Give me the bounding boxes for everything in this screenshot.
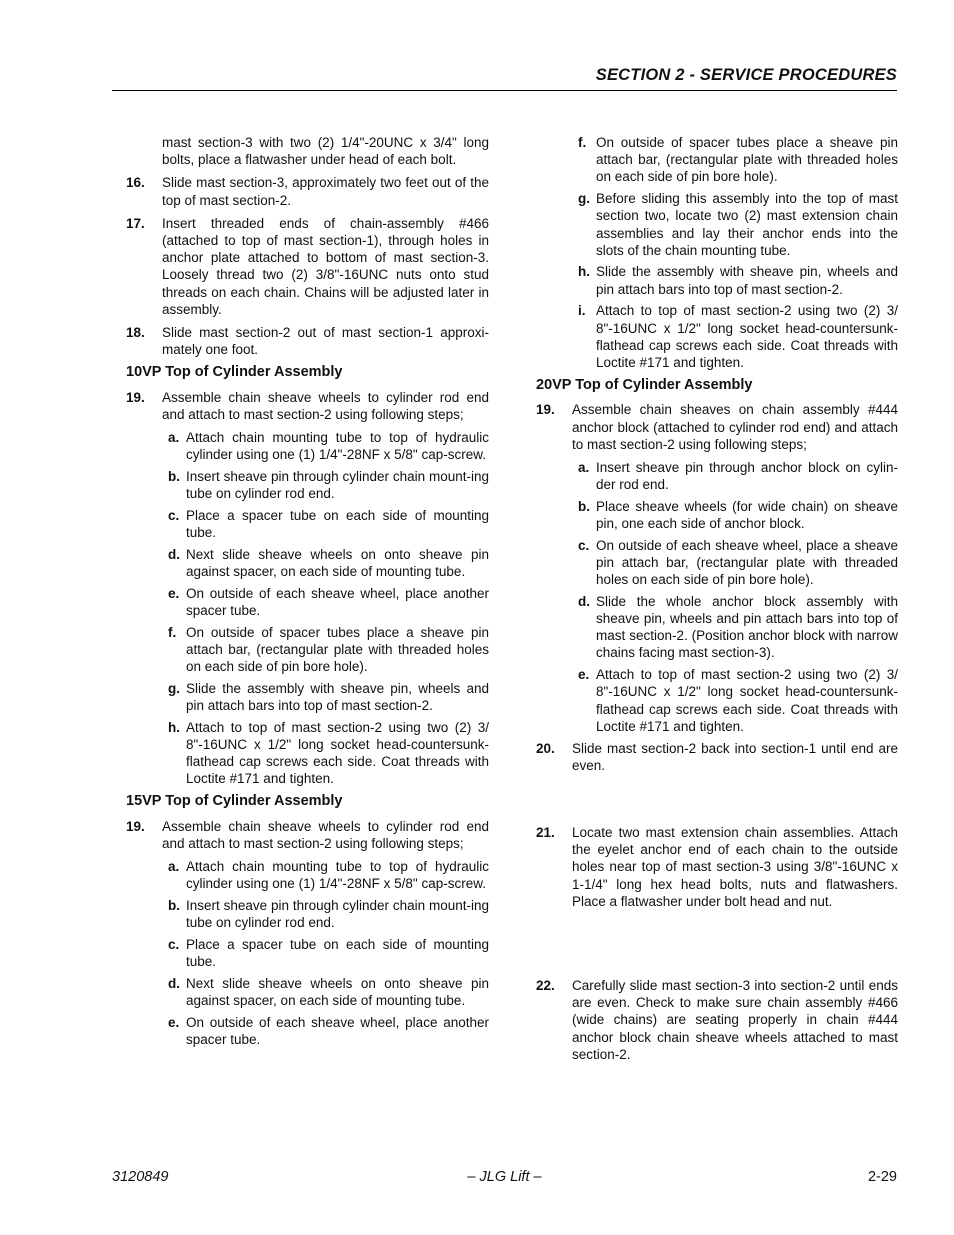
substep-a <box>536 459 898 493</box>
step-text: Assemble chain sheave wheels to cylinder rod end and attach to mast section-2 using following steps; <box>162 818 489 851</box>
step-number: 16. <box>126 175 145 191</box>
step-text: Carefully slide mast section-3 into section-2 until ends are even. Check to make sure chain assembly #466 (wide chains) are seating properly in chain #444 anchor block chain sheave wheels attached to mast section-2. <box>572 977 898 1062</box>
step-17 <box>126 215 489 318</box>
substep-c <box>126 507 489 541</box>
step-22 <box>536 977 898 1063</box>
substep-text: Slide the whole anchor block assembly with sheave pin, wheels and pin attach bars into top of mast section-2. (Position anchor block with narrow chains facing mast section-3). <box>596 593 898 661</box>
step-19-20vp <box>536 401 898 453</box>
substep-text: On outside of each sheave wheel, place another spacer tube. <box>186 1014 489 1047</box>
substep-h <box>536 263 898 297</box>
substep-text: Attach chain mounting tube to top of hydraulic cylinder using one (1) 1/4"-28NF x 5/8" cap-screw. <box>186 859 489 892</box>
substep-text: Before sliding this assembly into the top of mast section two, locate two (2) mast extension chain assemblies and lay their anchor ends into the slots of the chain mounting tube. <box>596 191 898 258</box>
substep-letter: c. <box>168 507 180 523</box>
step-text: Insert threaded ends of chain-assembly #466 (attached to top of mast section-1), through holes in anchor plate attached to bottom of mast section-3. Loosely thread two (2) 3/8"-16UNC nuts onto stud threads on each chain. Chains will be adjusted later in assembly. <box>162 215 489 317</box>
step-number: 21. <box>536 824 555 840</box>
substep-d <box>126 975 489 1009</box>
right-column <box>536 134 898 1069</box>
substep-letter: d. <box>168 546 180 562</box>
substep-d <box>126 546 489 580</box>
step-number: 20. <box>536 740 555 756</box>
substep-c <box>536 537 898 589</box>
substep-text: Slide the assembly with sheave pin, wheels and pin attach bars into top of mast section-2. <box>596 264 898 297</box>
substep-letter: a. <box>168 430 180 446</box>
step-16 <box>126 174 489 208</box>
left-column <box>126 134 489 1053</box>
substep-letter: c. <box>578 537 590 553</box>
substep-text: Next slide sheave wheels on onto sheave pin against spacer, on each side of mounting tube. <box>186 975 489 1008</box>
page-footer <box>112 1169 897 1189</box>
heading-20vp: 20VP Top of Cylinder Assembly <box>536 377 753 394</box>
page-header <box>112 64 897 91</box>
substep-text: Attach to top of mast section-2 using two (2) 3/ 8"-16UNC x 1/2" long socket head-countersunk-flathead cap screws each side. Coat threads with Loctite #171 and tighten. <box>186 719 489 787</box>
substep-text: Insert sheave pin through cylinder chain mount-ing tube on cylinder rod end. <box>186 468 489 502</box>
substep-letter: f. <box>578 135 587 150</box>
substep-text: Slide the assembly with sheave pin, wheels and pin attach bars into top of mast section-2. <box>186 680 489 713</box>
substep-letter: b. <box>168 897 180 913</box>
step-text: Assemble chain sheave wheels to cylinder rod end and attach to mast section-2 using following steps; <box>162 389 489 422</box>
step-number: 19. <box>536 402 555 418</box>
substep-letter: h. <box>578 264 590 280</box>
step-18 <box>126 324 489 358</box>
substep-letter: e. <box>168 585 180 601</box>
substep-d <box>536 593 898 662</box>
substep-text: Place a spacer tube on each side of mounting tube. <box>186 507 489 541</box>
substep-a <box>126 858 489 892</box>
substep-letter: d. <box>168 975 180 991</box>
substep-letter: e. <box>578 667 590 683</box>
heading-10vp: 10VP Top of Cylinder Assembly <box>126 364 343 381</box>
substep-letter: i. <box>578 303 586 319</box>
section-title: SECTION 2 - SERVICE PROCEDURES <box>595 66 897 84</box>
substep-text: Insert sheave pin through anchor block on cylin-der rod end. <box>596 459 898 493</box>
substep-letter: g. <box>578 191 590 207</box>
step-text: Slide mast section-2 out of mast section-1 approxi-mately one foot. <box>162 325 489 358</box>
substep-h <box>126 719 489 788</box>
step-number: 22. <box>536 977 555 993</box>
substep-b <box>126 468 489 502</box>
substep-g <box>536 190 898 259</box>
substep-letter: d. <box>578 593 590 609</box>
step-text: Slide mast section-3, approximately two feet out of the top of mast section-2. <box>162 175 489 208</box>
step-number: 19. <box>126 389 145 405</box>
substep-i <box>536 302 898 371</box>
substep-text: On outside of spacer tubes place a sheave pin attach bar, (rectangular plate with threaded holes on each side of pin bore hole). <box>186 624 489 674</box>
substep-letter: e. <box>168 1014 180 1030</box>
substep-letter: f. <box>168 624 177 640</box>
substep-letter: b. <box>578 498 590 514</box>
step-text: Assemble chain sheaves on chain assembly #444 anchor block (attached to cylinder rod end) and attach to mast section-2 using following steps; <box>572 402 898 452</box>
footer-brand: – JLG Lift – <box>467 1169 542 1185</box>
substep-letter: a. <box>168 859 180 875</box>
step-20 <box>536 740 898 774</box>
substep-f <box>126 624 489 676</box>
substep-text: Place sheave wheels (for wide chain) on sheave pin, one each side of anchor block. <box>596 498 898 532</box>
substep-text: On outside of each sheave wheel, place another spacer tube. <box>186 585 489 618</box>
substep-g <box>126 680 489 714</box>
step-number: 19. <box>126 818 145 834</box>
substep-text: Attach chain mounting tube to top of hydraulic cylinder using one (1) 1/4"-28NF x 5/8" cap-screw. <box>186 430 489 463</box>
step-19-15vp <box>126 818 489 852</box>
substep-f <box>536 134 898 186</box>
substep-a <box>126 429 489 463</box>
page-number: 2-29 <box>867 1169 897 1185</box>
substep-text: Attach to top of mast section-2 using two (2) 3/ 8"-16UNC x 1/2" long socket head-countersunk-flathead cap screws each side. Coat threads with Loctite #171 and tighten. <box>596 667 898 734</box>
step-19-10vp <box>126 389 489 423</box>
step-21 <box>536 824 898 910</box>
intro-paragraph: mast section-3 with two (2) 1/4"-20UNC x 3/4" long bolts, place a flatwasher under head of each bolt. <box>162 135 489 168</box>
substep-e <box>536 666 898 735</box>
substep-text: On outside of spacer tubes place a sheave pin attach bar, (rectangular plate with threaded holes on each side of pin bore hole). <box>596 135 898 185</box>
substep-c <box>126 936 489 970</box>
substep-text: Place a spacer tube on each side of mounting tube. <box>186 936 489 970</box>
substep-b <box>126 897 489 931</box>
substep-letter: h. <box>168 719 180 735</box>
document-number: 3120849 <box>112 1169 169 1185</box>
substep-e <box>126 585 489 619</box>
substep-e <box>126 1014 489 1048</box>
substep-letter: b. <box>168 468 180 484</box>
step-text: Locate two mast extension chain assemblies. Attach the eyelet anchor end of each chain to the outside holes near top of mast section-3 using 3/8"-16UNC x 1-1/4" long hex head bolts, nuts and flatwashers. Place a flatwasher under bolt head and nut. <box>572 824 898 909</box>
substep-letter: c. <box>168 936 180 952</box>
step-number: 18. <box>126 325 145 341</box>
substep-letter: a. <box>578 459 590 475</box>
substep-letter: g. <box>168 680 180 696</box>
heading-15vp: 15VP Top of Cylinder Assembly <box>126 793 343 810</box>
substep-text: Insert sheave pin through cylinder chain mount-ing tube on cylinder rod end. <box>186 897 489 931</box>
substep-text: On outside of each sheave wheel, place a sheave pin attach bar, (rectangular plate with threaded holes on each side of pin bore hole). <box>596 537 898 588</box>
step-number: 17. <box>126 215 145 231</box>
substep-text: Next slide sheave wheels on onto sheave pin against spacer, on each side of mounting tube. <box>186 546 489 579</box>
substep-b <box>536 498 898 532</box>
substep-text: Attach to top of mast section-2 using two (2) 3/ 8"-16UNC x 1/2" long socket head-countersunk-flathead cap screws each side. Coat threads with Loctite #171 and tighten. <box>596 303 898 370</box>
step-text: Slide mast section-2 back into section-1 until end are even. <box>572 740 898 773</box>
